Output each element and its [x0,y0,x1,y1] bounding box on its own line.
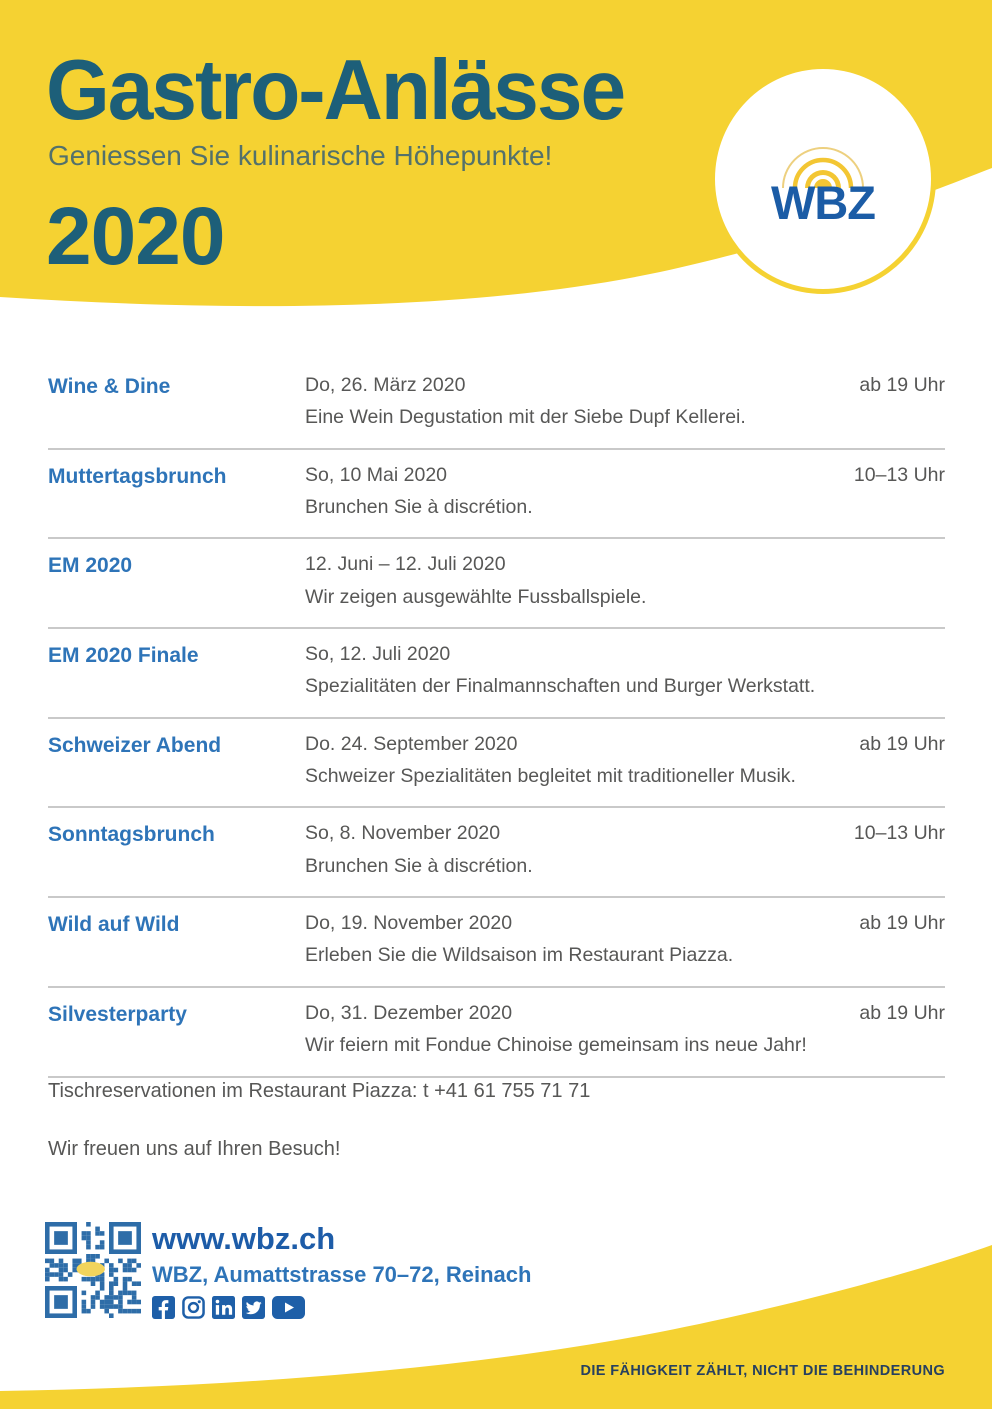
event-details [305,1001,859,1059]
instagram-icon[interactable] [182,1296,205,1319]
footer-tagline: DIE FÄHIGKEIT ZÄHLT, NICHT DIE BEHINDERUNG [580,1363,945,1379]
event-description: Brunchen Sie à discrétion. [305,496,533,519]
event-date: So, 8. November 2020 [305,822,501,845]
event-date: So, 10 Mai 2020 [305,463,448,486]
event-date: Do, 26. März 2020 [305,374,466,396]
event-details [305,463,854,521]
events-list [48,360,945,1078]
linkedin-icon[interactable] [212,1296,235,1319]
event-date: Do, 19. November 2020 [305,912,513,935]
event-description: Brunchen Sie à discrétion. [305,854,533,877]
page-title: Gastro-Anlässe [46,43,625,138]
event-row [48,988,945,1078]
event-row [48,629,945,719]
event-details [305,911,859,969]
event-description: Wir feiern mit Fondue Chinoise gemeinsam ins neue Jahr! [305,1034,807,1057]
event-row [48,898,945,988]
page-subtitle: Geniessen Sie kulinarische Höhepunkte! [48,140,553,171]
event-row [48,450,945,540]
event-row [48,719,945,809]
qr-code[interactable] [45,1222,141,1318]
event-details [305,642,945,700]
event-details [305,552,945,610]
social-icons-row [152,1296,305,1319]
event-row [48,360,945,450]
event-name: Schweizer Abend [48,733,222,757]
event-description: Wir zeigen ausgewählte Fussballspiele. [305,585,647,608]
event-details [305,373,859,431]
event-description: Erleben Sie die Wildsaison im Restaurant Piazza. [305,944,734,967]
event-name: Wine & Dine [48,375,171,398]
event-date: Do. 24. September 2020 [305,732,518,755]
event-name: EM 2020 [48,554,133,578]
address-line: WBZ, Aumattstrasse 70–72, Reinach [152,1262,532,1287]
event-date: Do, 31. Dezember 2020 [305,1001,513,1024]
event-name: Muttertagsbrunch [48,464,227,488]
event-date: So, 12. Juli 2020 [305,643,451,666]
event-row [48,539,945,629]
event-name: Sonntagsbrunch [48,823,215,847]
youtube-icon[interactable] [272,1296,305,1319]
wbz-logo-text: WBZ [770,176,875,229]
event-description: Eine Wein Degustation mit der Siebe Dupf Kellerei. [305,406,746,429]
reservation-note: Tischreservationen im Restaurant Piazza: t +41 61 755 71 71 [48,1080,591,1102]
event-name: EM 2020 Finale [48,644,199,668]
event-time: 10–13 Uhr [853,822,945,845]
year-heading: 2020 [46,191,225,282]
wbz-logo [710,64,936,294]
facebook-icon[interactable] [152,1296,175,1319]
event-details [305,821,854,879]
footer-wave-shape [0,1229,992,1409]
website-link[interactable]: www.wbz.ch [152,1221,336,1256]
twitter-icon[interactable] [242,1296,265,1319]
event-name: Wild auf Wild [48,913,180,937]
event-time: 10–13 Uhr [853,463,945,486]
event-row [48,808,945,898]
event-description: Spezialitäten der Finalmannschaften und Burger Werkstatt. [305,675,816,698]
event-time: ab 19 Uhr [859,732,945,755]
event-time: ab 19 Uhr [859,1001,945,1024]
event-description: Schweizer Spezialitäten begleitet mit traditioneller Musik. [305,765,796,788]
event-time: ab 19 Uhr [859,374,945,396]
event-name: Silvesterparty [48,1002,187,1026]
event-details [305,732,859,790]
event-time: ab 19 Uhr [859,912,945,935]
closing-note: Wir freuen uns auf Ihren Besuch! [48,1138,341,1160]
event-date: 12. Juni – 12. Juli 2020 [305,553,506,576]
